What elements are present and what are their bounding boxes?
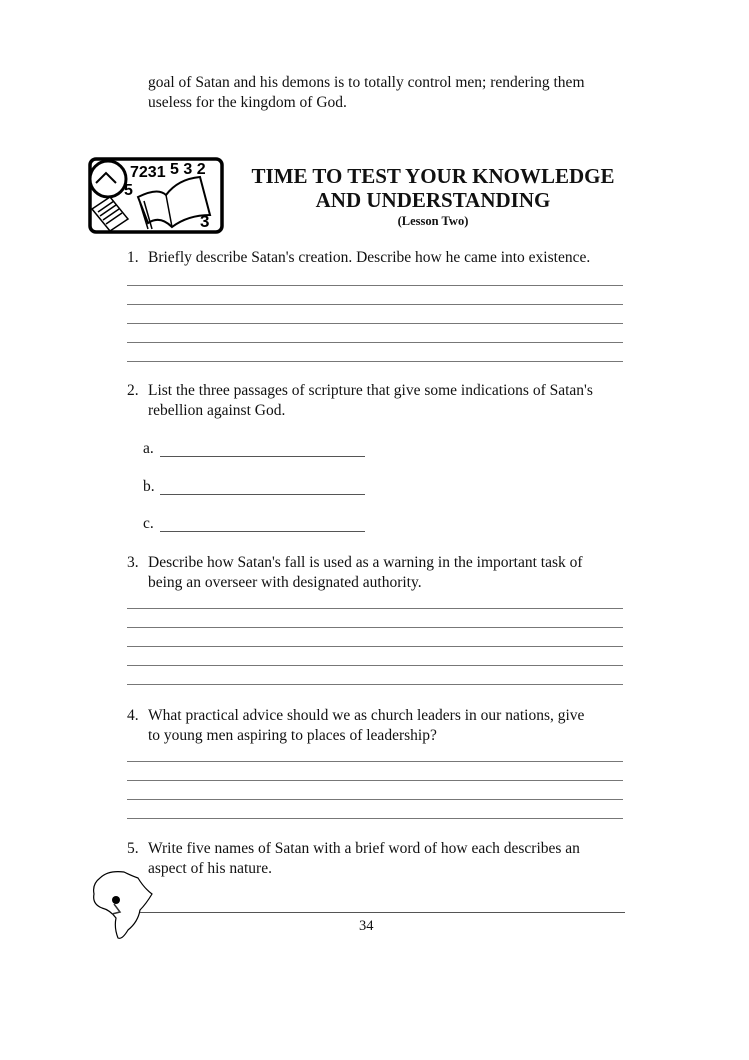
answer-line[interactable] [127, 361, 623, 362]
question-1-number: 1. [127, 249, 139, 266]
answer-line[interactable] [127, 780, 623, 781]
answer-line[interactable] [127, 285, 623, 286]
question-3-text-2: being an overseer with designated authority. [148, 574, 422, 591]
question-5-number: 5. [127, 840, 139, 857]
intro-line-2: useless for the kingdom of God. [148, 94, 347, 111]
page-number: 34 [359, 918, 374, 934]
answer-line-a[interactable] [160, 456, 365, 457]
item-b-label: b. [143, 478, 155, 495]
study-clock-book-icon [88, 157, 224, 234]
question-5-text-1: Write five names of Satan with a brief word of how each describes an [148, 840, 580, 857]
answer-line-b[interactable] [160, 494, 365, 495]
question-3-text-1: Describe how Satan's fall is used as a warning in the important task of [148, 554, 583, 571]
svg-text:5 3 2: 5 3 2 [170, 161, 206, 178]
question-2-text-2: rebellion against God. [148, 402, 286, 419]
answer-line[interactable] [127, 665, 623, 666]
question-3-number: 3. [127, 554, 139, 571]
svg-text:5: 5 [124, 182, 133, 199]
africa-map-logo-icon [88, 868, 158, 944]
answer-line[interactable] [127, 608, 623, 609]
answer-line[interactable] [127, 646, 623, 647]
question-2-number: 2. [127, 382, 139, 399]
answer-line[interactable] [127, 799, 623, 800]
answer-line[interactable] [127, 684, 623, 685]
answer-line[interactable] [127, 627, 623, 628]
answer-line[interactable] [127, 323, 623, 324]
question-1-text: Briefly describe Satan's creation. Describe how he came into existence. [148, 249, 591, 266]
question-5-text-2: aspect of his nature. [148, 860, 272, 877]
answer-line-c[interactable] [160, 531, 365, 532]
answer-line[interactable] [127, 818, 623, 819]
question-4-number: 4. [127, 707, 139, 724]
question-4-text-1: What practical advice should we as church leaders in our nations, give [148, 707, 585, 724]
footer-rule [140, 912, 625, 913]
svg-text:3: 3 [200, 212, 210, 231]
item-a-label: a. [143, 440, 154, 457]
answer-line[interactable] [127, 304, 623, 305]
svg-text:7231: 7231 [130, 164, 166, 181]
question-4-text-2: to young men aspiring to places of leadership? [148, 727, 437, 744]
answer-line[interactable] [127, 761, 623, 762]
answer-line[interactable] [127, 342, 623, 343]
lesson-label: (Lesson Two) [397, 214, 469, 228]
intro-line-1: goal of Satan and his demons is to totally control men; rendering them [148, 74, 585, 91]
heading-line-2: AND UNDERSTANDING [315, 188, 551, 212]
question-2-text-1: List the three passages of scripture that give some indications of Satan's [148, 382, 593, 399]
item-c-label: c. [143, 515, 154, 532]
heading-line-1: TIME TO TEST YOUR KNOWLEDGE [251, 164, 615, 188]
